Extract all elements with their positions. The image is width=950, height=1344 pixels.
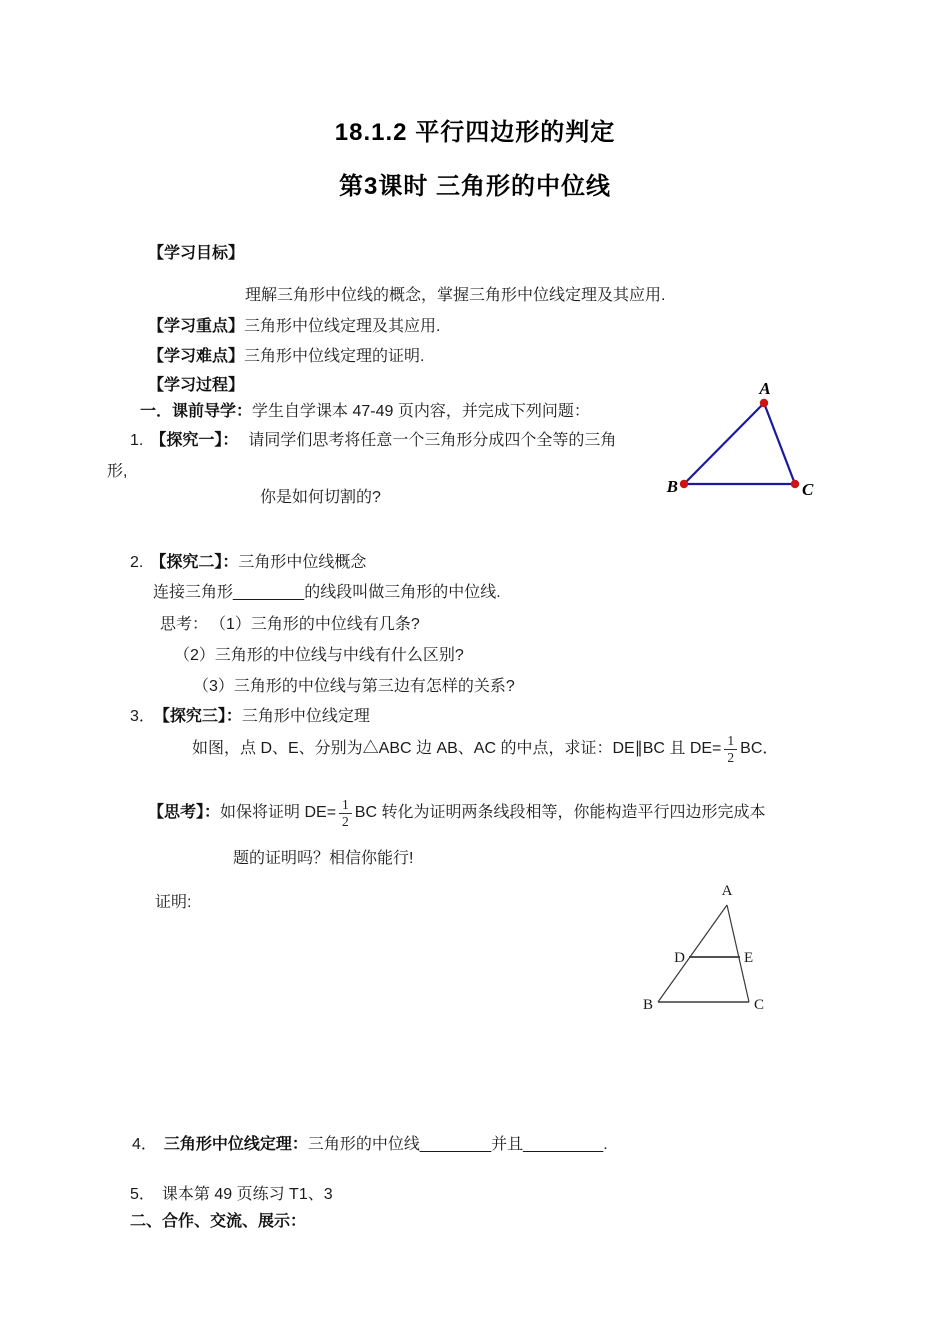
inquiry1-number: 1. <box>130 432 144 449</box>
think-question-1-line <box>160 614 420 636</box>
vertex-label-a: A <box>721 883 733 899</box>
figure-triangle-abc-with-midline <box>615 878 805 1023</box>
proof-problem-pre: 如图，点 D、E、分别为△ABC 边 AB、AC 的中点，求证：DE∥BC 且 DE= <box>192 740 722 757</box>
fraction-one-half <box>724 733 737 765</box>
document-subtitle: 第3课时 三角形的中位线 <box>338 173 611 200</box>
inquiry3-number: 3． <box>130 708 155 725</box>
theorem-number: 4． <box>132 1136 157 1153</box>
theorem-line <box>132 1134 608 1156</box>
figure-triangle-abc <box>640 370 860 510</box>
midline-definition: 连接三角形________的线段叫做三角形的中位线. <box>153 584 501 601</box>
vertex-label-b: B <box>666 477 678 496</box>
inquiry2-label: 【探究二】： <box>150 554 239 571</box>
theorem-text: 三角形的中位线________并且_________. <box>307 1136 608 1153</box>
think-hint-line2: 题的证明吗？相信你能行! <box>233 850 414 867</box>
learning-process-label: 【学习过程】 <box>148 377 245 394</box>
theorem-label: 三角形中位线定理： <box>163 1136 308 1153</box>
vertex-dot-c <box>791 480 799 488</box>
think-question-1: （1）三角形的中位线有几条? <box>218 616 420 633</box>
think-hint-line1 <box>148 793 765 833</box>
learning-focus-label: 【学习重点】 <box>148 318 245 335</box>
learning-goal-text: 理解三角形中位线的概念，掌握三角形中位线定理及其应用. <box>245 287 666 304</box>
document-title: 18.1.2 平行四边形的判定 <box>334 119 616 146</box>
vertex-label-a: A <box>759 379 771 398</box>
preview-text: 学生自学课本 47-49 页内容，并完成下列问题： <box>252 403 590 420</box>
fraction-denominator: 2 <box>727 749 735 765</box>
learning-goal-label: 【学习目标】 <box>148 245 245 262</box>
vertex-dot-a <box>760 399 768 407</box>
fraction-denominator: 2 <box>342 813 349 829</box>
think-hint-label: 【思考】： <box>148 804 221 821</box>
learning-goal-header <box>148 243 244 265</box>
inquiry2-text: 三角形中位线概念 <box>238 554 367 571</box>
inquiry3-label: 【探究三】： <box>161 708 242 725</box>
think-question-2: （2）三角形的中位线与中线有什么区别? <box>174 647 464 664</box>
learning-difficulty-line <box>148 346 424 368</box>
triangle-edge-ab <box>684 403 764 484</box>
think-question-3: （3）三角形的中位线与第三边有怎样的关系? <box>193 678 515 695</box>
vertex-dot-b <box>680 480 688 488</box>
learning-focus-line <box>148 316 440 338</box>
think-hint-post: BC 转化为证明两条线段相等，你能构造平行四边形完成本 <box>354 804 766 821</box>
midpoint-label-d: D <box>674 950 685 966</box>
vertex-label-b: B <box>642 997 653 1013</box>
inquiry3-text: 三角形中位线定理 <box>241 708 370 725</box>
proof-problem-line <box>192 729 778 769</box>
learning-focus-text: 三角形中位线定理及其应用. <box>244 318 441 335</box>
think-label: 思考： <box>160 616 209 633</box>
inquiry1-text-continued: 形, <box>107 463 128 480</box>
fraction-numerator: 1 <box>724 733 737 750</box>
preview-number: 一． <box>140 403 173 420</box>
preview-line <box>140 401 590 423</box>
preview-label: 课前导学： <box>172 403 253 420</box>
think-hint-pre: 如保将证明 DE= <box>220 804 337 821</box>
section-two-header: 二、合作、交流、展示： <box>130 1213 307 1230</box>
practice-line <box>130 1184 333 1206</box>
inquiry1-line <box>130 430 616 452</box>
inquiry3-line <box>130 706 370 728</box>
inquiry1-question: 你是如何切割的? <box>260 489 381 506</box>
inquiry2-line <box>130 552 366 574</box>
proof-label: 证明: <box>155 894 192 911</box>
fraction-numerator: 1 <box>339 797 352 814</box>
learning-difficulty-label: 【学习难点】 <box>148 348 245 365</box>
vertex-label-c: C <box>754 997 765 1013</box>
practice-text: 课本第 49 页练习 T1、3 <box>161 1186 333 1203</box>
triangle-edge-ca <box>764 403 795 484</box>
proof-problem-post: BC． <box>740 740 779 757</box>
inquiry2-number: 2. <box>130 554 144 571</box>
learning-difficulty-text: 三角形中位线定理的证明. <box>244 348 425 365</box>
inquiry1-text: 请同学们思考将任意一个三角形分成四个全等的三角 <box>248 432 617 449</box>
inquiry1-label: 【探究一】： <box>150 432 239 449</box>
midpoint-label-e: E <box>744 950 754 966</box>
vertex-label-c: C <box>802 480 814 499</box>
fraction-one-half <box>339 797 352 829</box>
triangle2-edge-ab <box>658 905 727 1002</box>
learning-process-header <box>148 375 244 397</box>
practice-number: 5． <box>130 1186 155 1203</box>
